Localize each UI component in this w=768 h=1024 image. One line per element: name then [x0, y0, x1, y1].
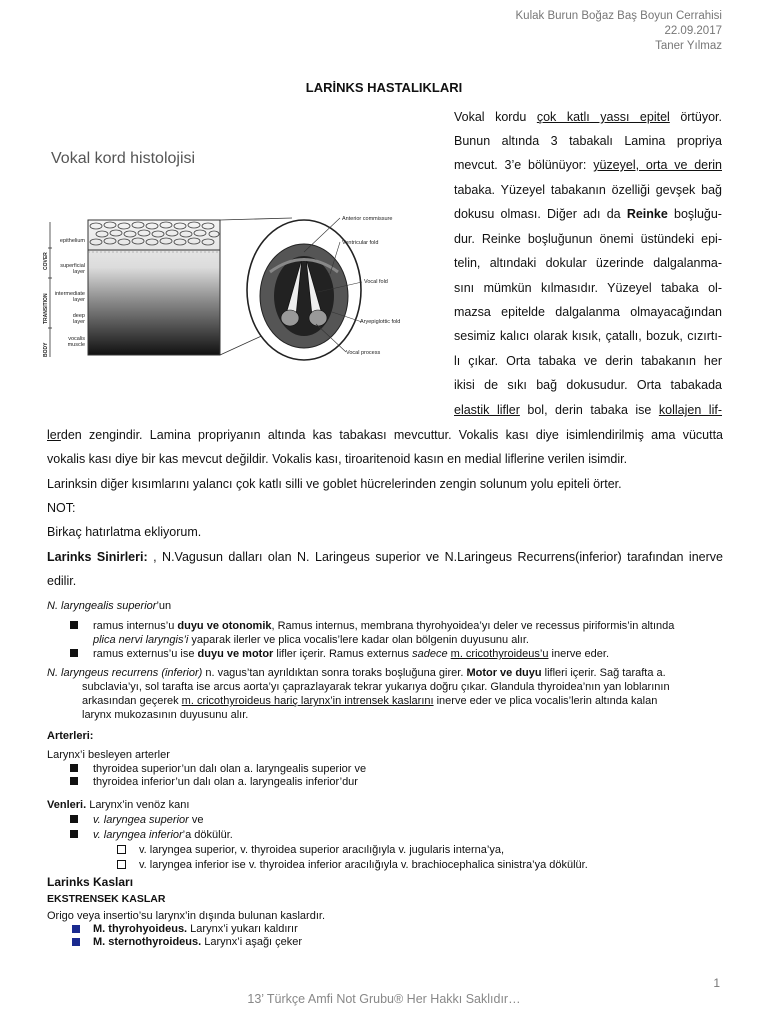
paragraph-epithelium: Larinksin diğer kısımlarını yalancı çok katlı silli ve goblet hücrelerinden zengin solunum yolu epiteli örter. [47, 477, 622, 491]
bullet-marker [70, 830, 78, 838]
vein-item: v. laryngea inferior’a dökülür. [93, 829, 233, 841]
label-vocalis: vocalis [68, 336, 85, 342]
bullet-marker [70, 777, 78, 785]
arteries-intro: Larynx’i besleyen arterler [47, 749, 170, 761]
para-line-15: vokalis kası diye bir kas mevcut değildir. Vokalis kası, tiroaritenoid kasın en medial liflerine verilen isimdir. [47, 452, 628, 466]
label-vocal-process: Vocal process [346, 350, 381, 356]
label-vocal-fold: Vocal fold [364, 279, 388, 285]
para-line-4: tabaka. Yüzeyel tabakanın özelliği gevşek bağ [454, 183, 722, 197]
bullet-marker [70, 764, 78, 772]
label-intermediate: intermediate [54, 291, 85, 297]
para-line-6: dur. Reinke boşluğunun önemi üstündeki epi- [454, 232, 722, 246]
vein-subitem: v. laryngea superior, v. thyroidea superior aracılığıyla v. jugularis interna’ya, [139, 844, 505, 856]
label-deep: deep [72, 313, 85, 319]
arteries-heading: Arterleri: [47, 730, 94, 742]
muscles-intro: Origo veya insertio’su larynx’in dışında bulunan kaslardır. [47, 910, 326, 922]
label-ventricular-fold: Ventricular fold [342, 240, 379, 246]
para-line-8: sını mümkün kılmasıdır. Yüzeyel tabaka ol- [454, 281, 722, 295]
label-aryepiglottic-fold: Aryepiglottic fold [360, 319, 401, 325]
figure-title: Vokal kord histolojisi [51, 150, 196, 167]
para-line-12: ikisi de sıkı bağ dokusudur. Orta tabakada [454, 378, 722, 392]
label-superficial-layer: layer [73, 269, 85, 275]
ramus-internus-line-1: ramus internus’u duyu ve otonomik, Ramus internus, membrana thyrohyoidea’yı deler ve recessus piriformis’in altında [93, 620, 675, 632]
header-date: 22.09.2017 [664, 25, 722, 37]
recurrens-line-3: arkasından geçerek m. cricothyroideus hariç larynx’in intrensek kaslarını inerve eder ve plica vocalis’lerin altında kalan [82, 695, 658, 707]
bullet-marker [70, 621, 78, 629]
checkbox-marker [117, 860, 126, 869]
para-line-3: mevcut. 3’e bölünüyor: yüzeyel, orta ve derin [454, 158, 722, 172]
note-label: NOT: [47, 501, 76, 515]
para-line-9: mazsa epitelde dalgalanma olmayacağından [454, 305, 722, 319]
footer-copyright: 13’ Türkçe Amfi Not Grubu® Her Hakkı Saklıdır… [247, 992, 521, 1006]
bullet-marker [70, 815, 78, 823]
para-line-14: lerden zengindir. Lamina propriyanın altında kas tabakası mevcuttur. Vokalis kası diye isimlendirilmiş ama vücutta [47, 428, 723, 442]
label-cover: COVER [43, 252, 49, 270]
vein-subitem: v. laryngea inferior ise v. thyroidea inferior aracılığıyla v. brachiocephalica sinistra’ya dökülür. [139, 859, 588, 871]
vocal-cord-histology-figure [40, 212, 418, 367]
label-deep-layer: layer [73, 319, 85, 325]
label-body: BODY [43, 342, 49, 357]
superior-nerve-title: N. laryngealis superior’un [47, 600, 172, 612]
bullet-marker [72, 938, 80, 946]
muscle-item: M. thyrohyoideus. Larynx’i yukarı kaldırır [93, 923, 298, 935]
para-line-11: lı çıkar. Orta tabaka ve derin tabakanın her [454, 354, 722, 368]
page-title: LARİNKS HASTALIKLARI [305, 80, 463, 95]
nerves-line-1: Larinks Sinirleri: , N.Vagusun dalları olan N. Laringeus superior ve N.Laringeus Recurrens(inferior) tarafından inerve [47, 550, 723, 564]
recurrens-line-2: subclavia’yı, sol tarafta ise arcus aorta’yı çaprazlayarak tekrar yukarıya doğru çıkar. Glandula thyroidea’nın yan loblarının [82, 681, 670, 693]
checkbox-marker [117, 845, 126, 854]
para-line-2: Bunun altında 3 tabakalı Lamina propriya [454, 134, 722, 148]
nerves-line-2: edilir. [47, 574, 77, 588]
muscles-subheading: EKSTRENSEK KASLAR [47, 893, 166, 905]
ramus-externus-line: ramus externus’u ise duyu ve motor lifler içerir. Ramus externus sadece m. cricothyroideus’u inerve eder. [93, 648, 610, 660]
page-number: 1 [713, 976, 720, 990]
para-line-1: Vokal kordu çok katlı yassı epitel örtüyor. [454, 110, 723, 124]
artery-item: thyroidea superior’un dalı olan a. laryngealis superior ve [93, 763, 367, 775]
bullet-marker [70, 649, 78, 657]
label-superficial: superficial [60, 263, 85, 269]
recurrens-line-4: larynx mukozasının duyusunu alır. [82, 709, 249, 721]
bullet-marker [72, 925, 80, 933]
label-muscle: muscle [67, 342, 85, 348]
artery-item: thyroidea inferior’un dalı olan a. laryngealis inferior’dur [93, 776, 358, 788]
label-anterior-commissure: Anterior commissure [342, 216, 393, 222]
ramus-internus-line-2: plica nervi laryngis’i yaparak ilerler ve plica vocalis’lere kadar olan bölgenin duyusunu alır. [93, 634, 529, 646]
veins-intro: Venleri. Larynx’in venöz kanı [47, 799, 190, 811]
recurrens-line-1: N. laryngeus recurrens (inferior) n. vagus’tan ayrıldıktan sonra toraks boşluğuna girer. Motor ve duyu lifleri içerir. Sağ tarafta a. [47, 667, 666, 679]
header-course: Kulak Burun Boğaz Baş Boyun Cerrahisi [515, 10, 722, 22]
header-author: Taner Yılmaz [655, 40, 722, 52]
vein-item: v. laryngea superior ve [93, 814, 204, 826]
muscles-heading: Larinks Kasları [47, 875, 134, 889]
label-intermediate-layer: layer [73, 297, 85, 303]
label-epithelium: epithelium [59, 238, 85, 244]
label-transition: TRANSITION [43, 293, 49, 324]
para-line-13: elastik lifler bol, derin tabaka ise kollajen lif- [454, 403, 722, 417]
tissue-layers [88, 220, 220, 355]
reminder-text: Birkaç hatırlatma ekliyorum. [47, 525, 202, 539]
para-line-5: dokusu olması. Diğer adı da Reinke boşluğu- [454, 207, 722, 221]
para-line-10: sesimiz kalıcı olarak kısık, çatallı, bozuk, cızırtı- [454, 329, 722, 343]
para-line-7: telin, altındaki dokular üzerinde dalgalanma- [454, 256, 722, 270]
muscle-item: M. sternothyroideus. Larynx’i aşağı çeker [93, 936, 303, 948]
